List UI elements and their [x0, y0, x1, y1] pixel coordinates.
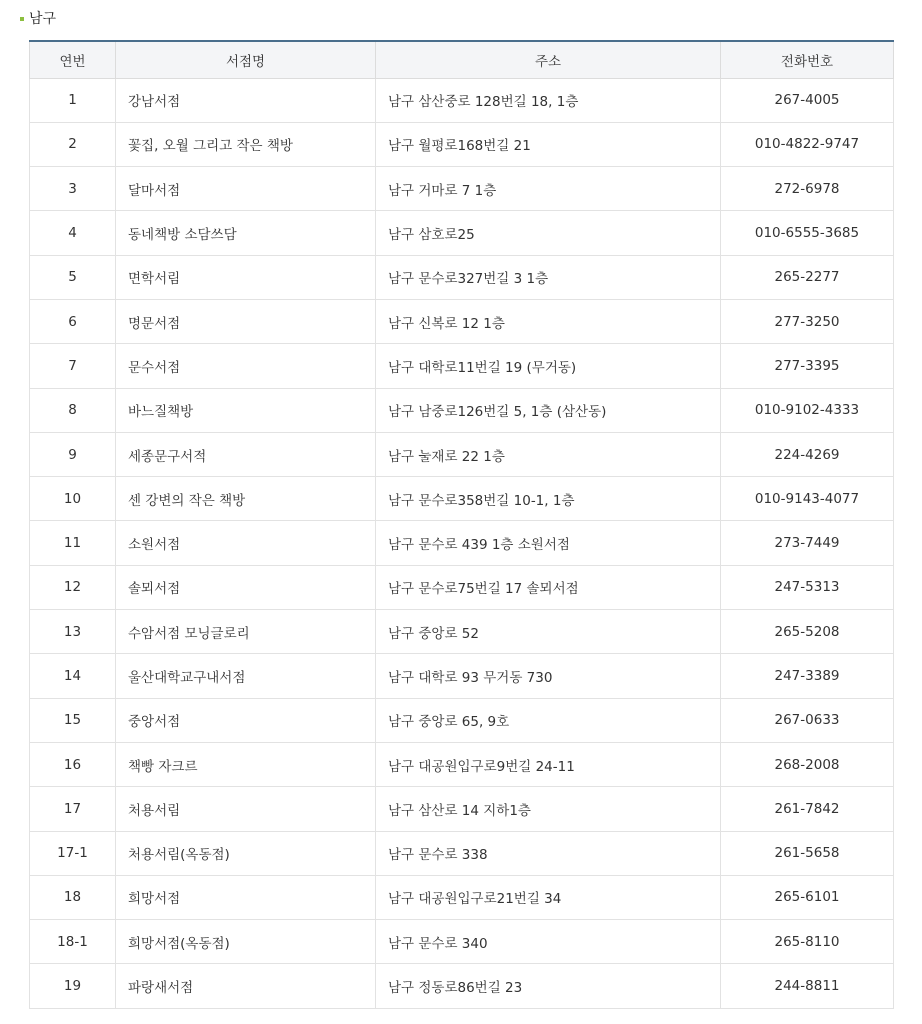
- cell-address: 남구 남중로126번길 5, 1층 (삼산동): [376, 388, 721, 432]
- cell-no: 6: [30, 299, 116, 343]
- cell-address: 남구 문수로358번길 10-1, 1층: [376, 477, 721, 521]
- cell-address: 남구 문수로327번길 3 1층: [376, 255, 721, 299]
- cell-store-name: 바느질책방: [116, 388, 376, 432]
- header-phone: 전화번호: [721, 41, 894, 78]
- cell-no: 16: [30, 742, 116, 786]
- cell-no: 2: [30, 122, 116, 166]
- cell-address: 남구 대학로11번길 19 (무거동): [376, 344, 721, 388]
- cell-store-name: 면학서림: [116, 255, 376, 299]
- cell-phone: 265-2277: [721, 255, 894, 299]
- cell-no: 3: [30, 167, 116, 211]
- cell-address: 남구 문수로75번길 17 솔뫼서점: [376, 565, 721, 609]
- cell-address: 남구 신복로 12 1층: [376, 299, 721, 343]
- table-row: [30, 610, 894, 654]
- table-row: [30, 787, 894, 831]
- cell-phone: 261-5658: [721, 831, 894, 875]
- cell-phone: 244-8811: [721, 964, 894, 1008]
- cell-store-name: 중앙서점: [116, 698, 376, 742]
- table-row: [30, 964, 894, 1008]
- cell-store-name: 소원서점: [116, 521, 376, 565]
- cell-address: 남구 삼호로25: [376, 211, 721, 255]
- cell-address: 남구 삼산로 14 지하1층: [376, 787, 721, 831]
- table-row: [30, 432, 894, 476]
- cell-phone: 265-5208: [721, 610, 894, 654]
- cell-no: 18: [30, 875, 116, 919]
- table-header-row: [30, 41, 894, 78]
- cell-address: 남구 문수로 439 1층 소원서점: [376, 521, 721, 565]
- table-row: [30, 565, 894, 609]
- cell-phone: 010-4822-9747: [721, 122, 894, 166]
- table-body: [30, 78, 894, 1008]
- cell-no: 15: [30, 698, 116, 742]
- table-row: [30, 521, 894, 565]
- section-heading: [20, 8, 56, 28]
- cell-no: 17: [30, 787, 116, 831]
- cell-store-name: 희망서점(옥동점): [116, 920, 376, 964]
- cell-no: 13: [30, 610, 116, 654]
- cell-no: 9: [30, 432, 116, 476]
- table-row: [30, 477, 894, 521]
- table-row: [30, 388, 894, 432]
- table-row: [30, 167, 894, 211]
- cell-store-name: 희망서점: [116, 875, 376, 919]
- cell-address: 남구 중앙로 65, 9호: [376, 698, 721, 742]
- cell-store-name: 솔뫼서점: [116, 565, 376, 609]
- table-row: [30, 831, 894, 875]
- cell-phone: 010-9102-4333: [721, 388, 894, 432]
- cell-address: 남구 문수로 338: [376, 831, 721, 875]
- cell-no: 12: [30, 565, 116, 609]
- cell-address: 남구 월평로168번길 21: [376, 122, 721, 166]
- cell-store-name: 달마서점: [116, 167, 376, 211]
- cell-phone: 267-4005: [721, 78, 894, 122]
- cell-phone: 267-0633: [721, 698, 894, 742]
- table-row: [30, 875, 894, 919]
- table-row: [30, 78, 894, 122]
- cell-store-name: 센 강변의 작은 책방: [116, 477, 376, 521]
- bookstore-table: [29, 40, 894, 1009]
- table-row: [30, 299, 894, 343]
- cell-phone: 224-4269: [721, 432, 894, 476]
- cell-phone: 010-6555-3685: [721, 211, 894, 255]
- cell-no: 4: [30, 211, 116, 255]
- cell-phone: 261-7842: [721, 787, 894, 831]
- table-row: [30, 255, 894, 299]
- cell-no: 7: [30, 344, 116, 388]
- cell-store-name: 처용서림(옥동점): [116, 831, 376, 875]
- cell-phone: 277-3250: [721, 299, 894, 343]
- table-row: [30, 654, 894, 698]
- cell-store-name: 책빵 자크르: [116, 742, 376, 786]
- table-row: [30, 211, 894, 255]
- cell-phone: 247-5313: [721, 565, 894, 609]
- table-row: [30, 344, 894, 388]
- cell-phone: 272-6978: [721, 167, 894, 211]
- table-row: [30, 122, 894, 166]
- bullet-icon: [20, 17, 24, 21]
- cell-no: 11: [30, 521, 116, 565]
- header-no: 연번: [30, 41, 116, 78]
- cell-store-name: 울산대학교구내서점: [116, 654, 376, 698]
- cell-address: 남구 중앙로 52: [376, 610, 721, 654]
- cell-phone: 273-7449: [721, 521, 894, 565]
- cell-no: 10: [30, 477, 116, 521]
- cell-phone: 268-2008: [721, 742, 894, 786]
- cell-address: 남구 대학로 93 무거동 730: [376, 654, 721, 698]
- table-row: [30, 742, 894, 786]
- section-title-text: 남구: [29, 11, 57, 27]
- cell-phone: 265-6101: [721, 875, 894, 919]
- table-row: [30, 920, 894, 964]
- cell-phone: 247-3389: [721, 654, 894, 698]
- cell-store-name: 강남서점: [116, 78, 376, 122]
- cell-address: 남구 거마로 7 1층: [376, 167, 721, 211]
- cell-store-name: 파랑새서점: [116, 964, 376, 1008]
- table-row: [30, 698, 894, 742]
- cell-store-name: 수암서점 모닝글로리: [116, 610, 376, 654]
- cell-phone: 265-8110: [721, 920, 894, 964]
- cell-address: 남구 삼산중로 128번길 18, 1층: [376, 78, 721, 122]
- cell-store-name: 처용서림: [116, 787, 376, 831]
- header-name: 서점명: [116, 41, 376, 78]
- cell-phone: 277-3395: [721, 344, 894, 388]
- cell-phone: 010-9143-4077: [721, 477, 894, 521]
- cell-store-name: 문수서점: [116, 344, 376, 388]
- cell-address: 남구 눌재로 22 1층: [376, 432, 721, 476]
- cell-address: 남구 대공원입구로9번길 24-11: [376, 742, 721, 786]
- cell-no: 17-1: [30, 831, 116, 875]
- header-address: 주소: [376, 41, 721, 78]
- cell-no: 14: [30, 654, 116, 698]
- cell-address: 남구 문수로 340: [376, 920, 721, 964]
- cell-store-name: 동네책방 소담쓰담: [116, 211, 376, 255]
- cell-no: 5: [30, 255, 116, 299]
- cell-no: 8: [30, 388, 116, 432]
- cell-address: 남구 정동로86번길 23: [376, 964, 721, 1008]
- cell-no: 18-1: [30, 920, 116, 964]
- cell-no: 1: [30, 78, 116, 122]
- cell-store-name: 명문서점: [116, 299, 376, 343]
- cell-store-name: 세종문구서적: [116, 432, 376, 476]
- cell-address: 남구 대공원입구로21번길 34: [376, 875, 721, 919]
- cell-store-name: 꽃집, 오월 그리고 작은 책방: [116, 122, 376, 166]
- cell-no: 19: [30, 964, 116, 1008]
